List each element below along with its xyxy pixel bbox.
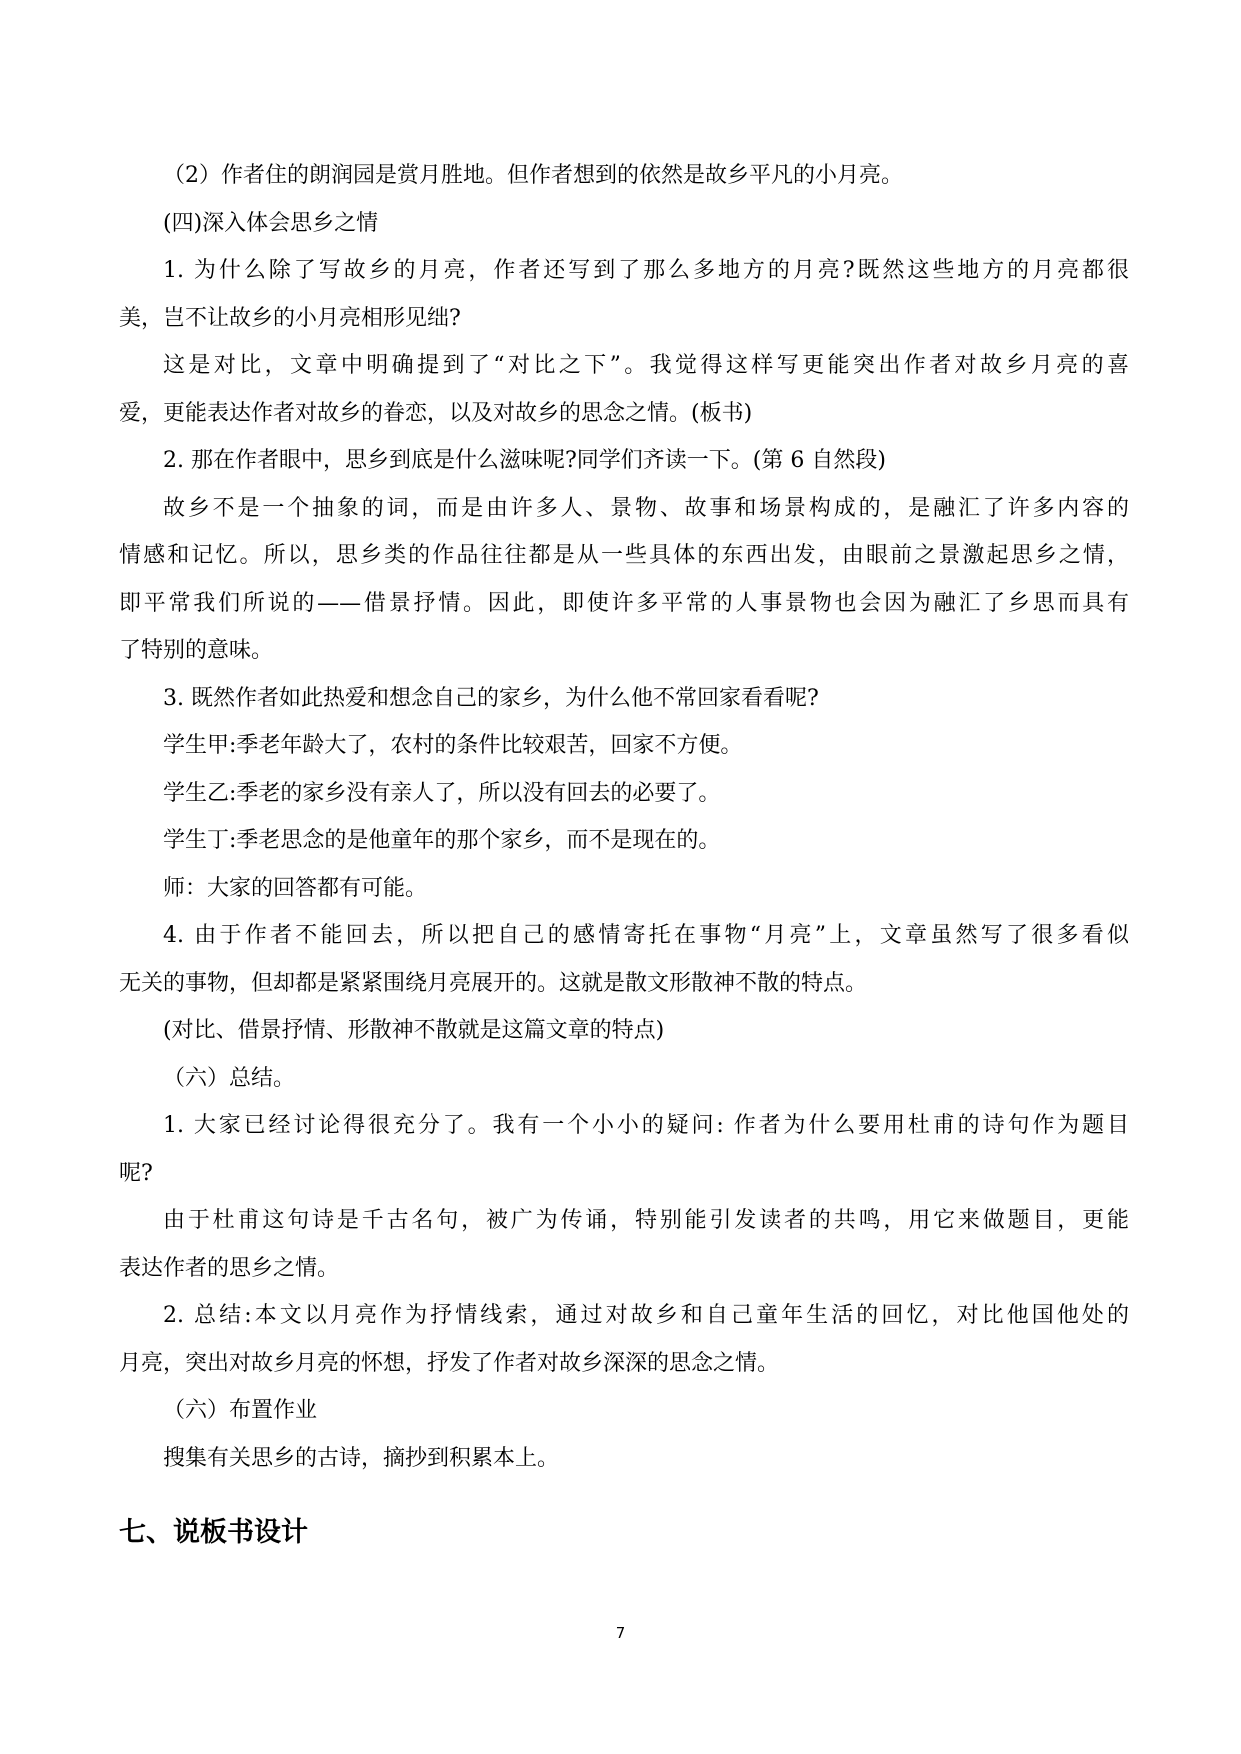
paragraph-line: 美，岂不让故乡的小月亮相形见绌? [119, 305, 461, 331]
paragraph-line: 由于杜甫这句诗是千古名句，被广为传诵，特别能引发读者的共鸣，用它来做题目，更能 [163, 1208, 1129, 1233]
paragraph-line: 故乡不是一个抽象的词，而是由许多人、景物、故事和场景构成的，是融汇了许多内容的 [163, 495, 1129, 521]
paragraph-line: 表达作者的思乡之情。 [119, 1255, 340, 1281]
paragraph-line: 学生甲:季老年龄大了，农村的条件比较艰苦，回家不方便。 [163, 733, 743, 758]
paragraph-line: (对比、借景抒情、形散神不散就是这篇文章的特点) [163, 1018, 665, 1043]
paragraph-line: 无关的事物，但却都是紧紧围绕月亮展开的。这就是散文形散神不散的特点。 [119, 970, 868, 996]
paragraph-line: 了特别的意味。 [119, 638, 274, 663]
paragraph-line: （2）作者住的朗润园是赏月胜地。但作者想到的依然是故乡平凡的小月亮。 [163, 163, 903, 188]
section-heading-six: （六）总结。 [163, 1065, 296, 1091]
paragraph-line: 呢? [119, 1160, 153, 1186]
paragraph-line: 师：大家的回答都有可能。 [163, 875, 428, 901]
paragraph-line: 学生丁:季老思念的是他童年的那个家乡，而不是现在的。 [163, 828, 721, 853]
paragraph-line: 3. 既然作者如此热爱和想念自己的家乡，为什么他不常回家看看呢? [163, 685, 819, 711]
page-number: 7 [615, 1624, 626, 1642]
paragraph-line: 1. 为什么除了写故乡的月亮，作者还写到了那么多地方的月亮?既然这些地方的月亮都很 [163, 258, 1129, 283]
section-heading-homework: （六）布置作业 [163, 1398, 318, 1423]
paragraph-line: 即平常我们所说的——借景抒情。因此，即使许多平常的人事景物也会因为融汇了乡思而具有 [119, 590, 1129, 616]
paragraph-line: 情感和记忆。所以，思乡类的作品往往都是从一些具体的东西出发，由眼前之景激起思乡之情， [119, 543, 1129, 568]
paragraph-line: 月亮，突出对故乡月亮的怀想，抒发了作者对故乡深深的思念之情。 [119, 1350, 780, 1376]
paragraph-line: 2. 那在作者眼中，思乡到底是什么滋味呢?同学们齐读一下。(第 6 自然段) [163, 448, 886, 473]
paragraph-line: 这是对比，文章中明确提到了“对比之下”。我觉得这样写更能突出作者对故乡月亮的喜 [163, 353, 1129, 378]
body-text [119, 152, 1129, 1482]
paragraph-line: 搜集有关思乡的古诗，摘抄到积累本上。 [163, 1445, 560, 1471]
section-heading: 七、说板书设计 [119, 1517, 308, 1548]
paragraph-line: 学生乙:季老的家乡没有亲人了，所以没有回去的必要了。 [163, 780, 721, 806]
paragraph-line: 1. 大家已经讨论得很充分了。我有一个小小的疑问: 作者为什么要用杜甫的诗句作为题目 [163, 1113, 1129, 1138]
section-heading-four: (四)深入体会思乡之情 [163, 210, 379, 236]
paragraph-line: 爱，更能表达作者对故乡的眷恋，以及对故乡的思念之情。(板书) [119, 400, 753, 426]
paragraph-line: 4. 由于作者不能回去，所以把自己的感情寄托在事物“月亮”上，文章虽然写了很多看似 [163, 923, 1129, 948]
paragraph-line: 2. 总结:本文以月亮作为抒情线索，通过对故乡和自己童年生活的回忆，对比他国他处的 [163, 1303, 1129, 1328]
